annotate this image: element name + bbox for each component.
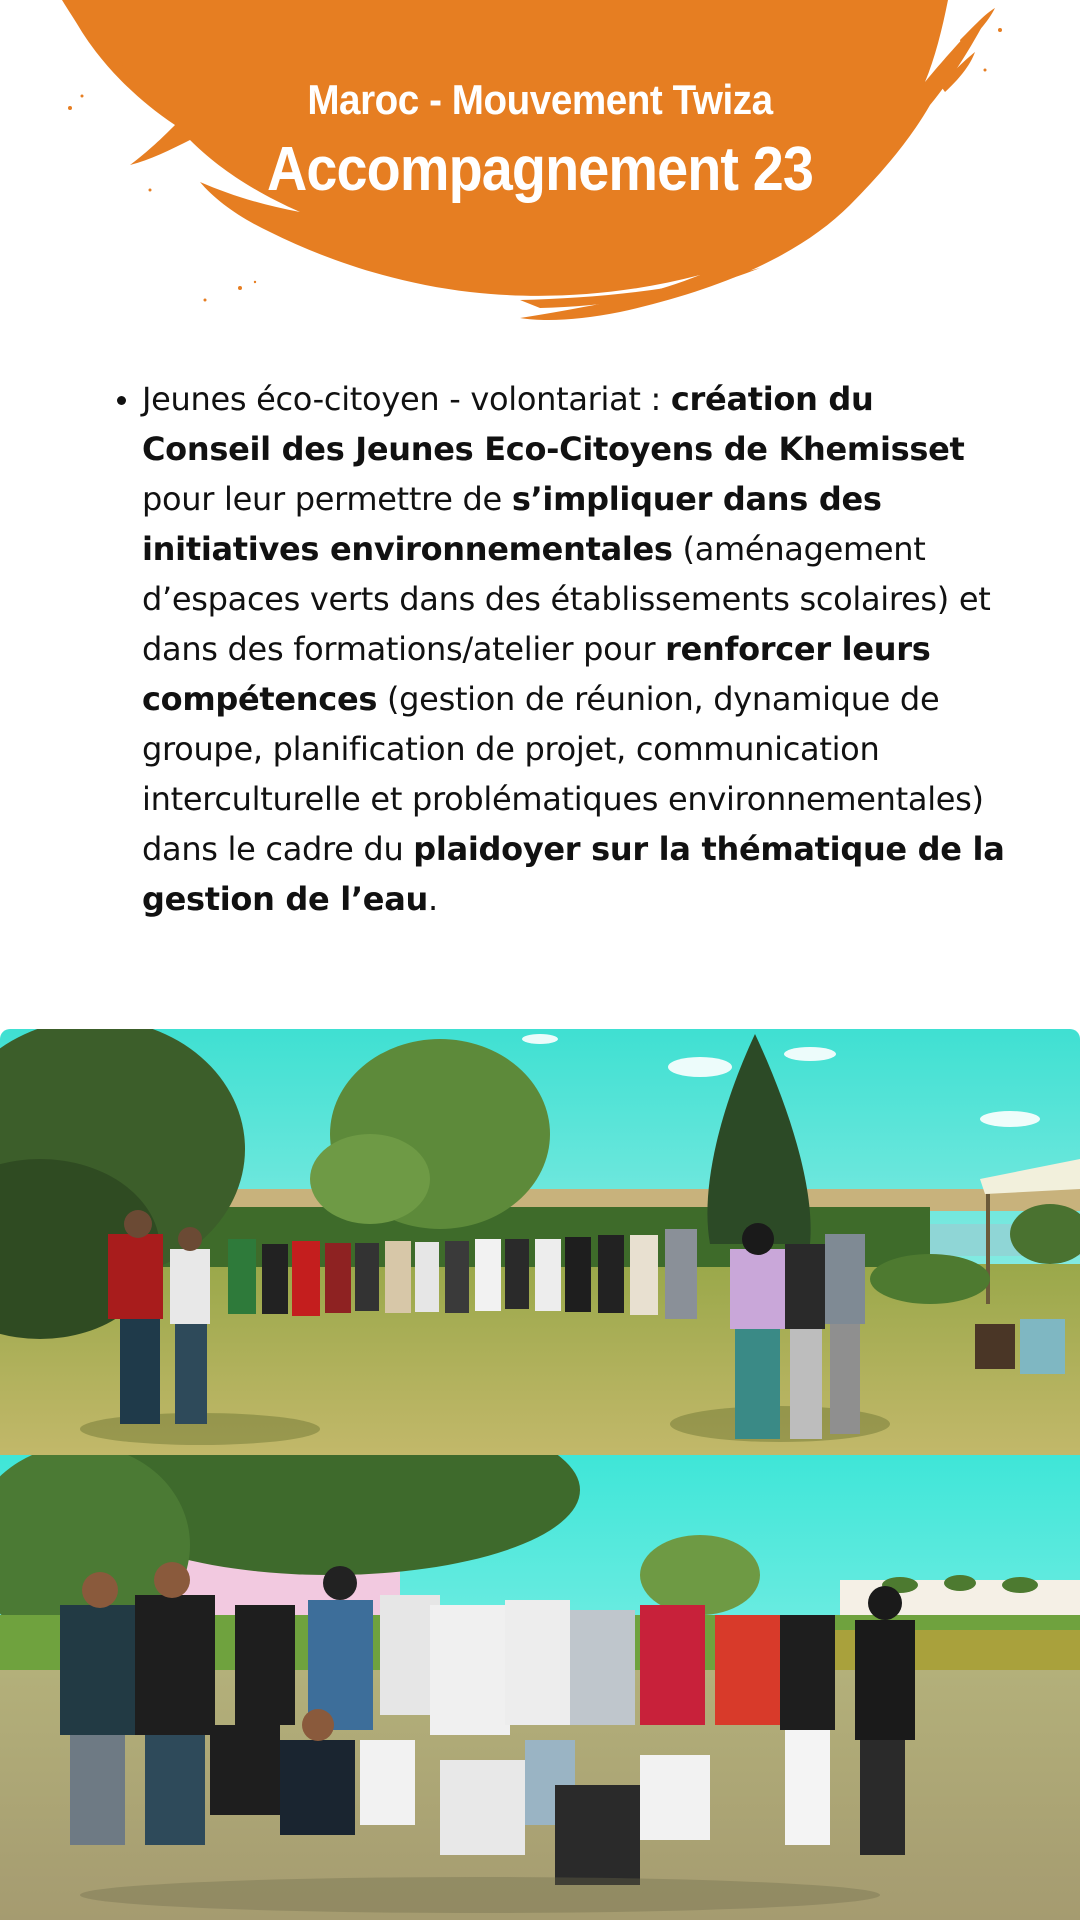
header-title: Accompagnement 23 — [267, 135, 813, 204]
content-section — [108, 374, 1008, 924]
photo-group-portrait — [0, 1455, 1080, 1920]
text-run-bold: renforcer leurs compétences — [142, 630, 931, 718]
text-run: . — [427, 880, 438, 918]
bullet-item — [142, 374, 1008, 924]
header-banner — [0, 0, 1080, 330]
photo-circle-dance-image — [0, 1029, 1080, 1455]
text-run-bold: s’impliquer dans des initiatives environnementales — [142, 480, 882, 568]
photo-group-portrait-image — [0, 1455, 1080, 1920]
text-run-bold: création du Conseil des Jeunes Eco-Citoyens de Khemisset — [142, 380, 965, 468]
text-run: pour leur permettre de — [142, 480, 512, 518]
text-run-bold: plaidoyer sur la thématique de la gestion de l’eau — [142, 830, 1005, 918]
header-subtitle: Maroc - Mouvement Twiza — [307, 76, 773, 123]
text-run: Jeunes éco-citoyen - volontariat : — [142, 380, 671, 418]
photo-circle-dance — [0, 1029, 1080, 1455]
bullet-list — [108, 374, 1008, 924]
text-run: (gestion de réunion, dynamique de groupe, planification de projet, communication interculturelle et problématiques environnementales) dans le cadre du — [142, 680, 984, 868]
text-run: (aménagement d’espaces verts dans des établissements scolaires) et dans des formations/atelier pour — [142, 530, 991, 668]
